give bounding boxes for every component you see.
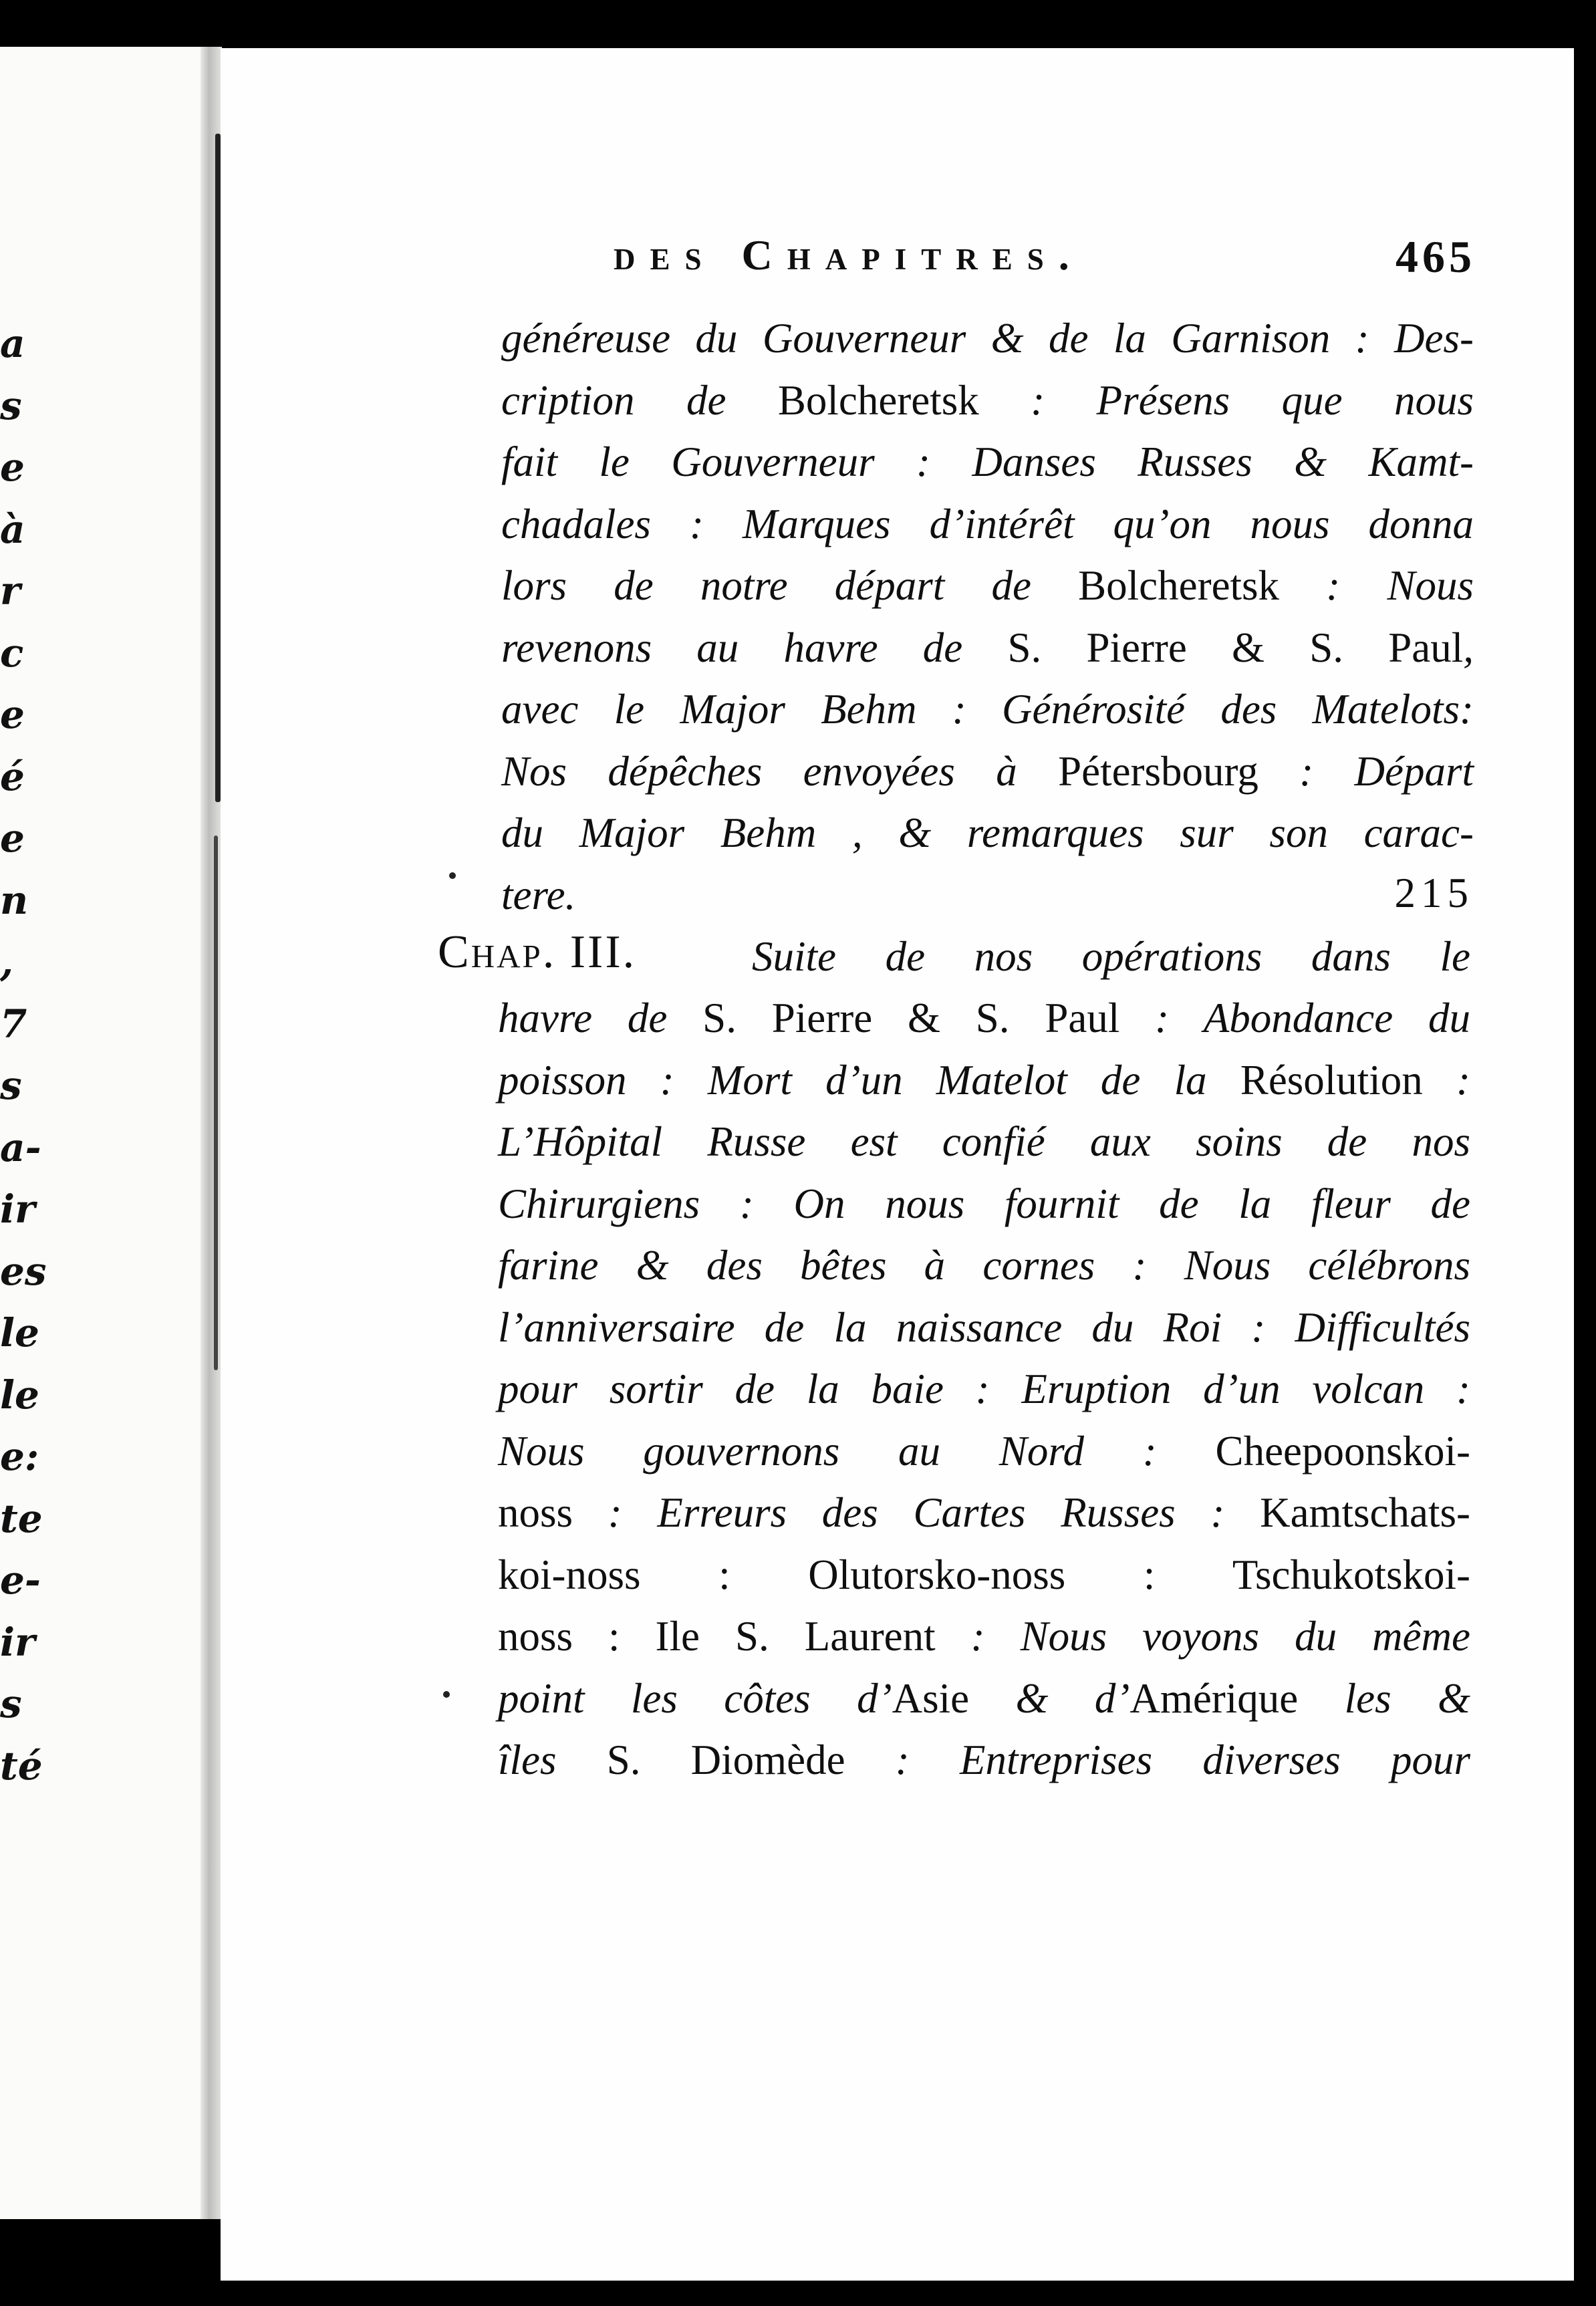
- italic-text: L’Hôpital Russe est confié aux soins de nos: [498, 1118, 1470, 1165]
- italic-text: : Départ: [1258, 747, 1474, 795]
- text-line: [501, 678, 1474, 741]
- italic-text: : Erreurs des Cartes Russes :: [573, 1489, 1260, 1536]
- left-margin-char: ,: [0, 939, 14, 985]
- italic-text: : Abondance du: [1119, 995, 1470, 1041]
- text-line: [498, 1482, 1470, 1544]
- left-margin-char: ir: [0, 1619, 35, 1665]
- italic-text: généreuse du Gouverneur & de la Garnison : Des-: [501, 315, 1474, 362]
- left-margin-char: e: [0, 815, 25, 861]
- proper-noun-text: Bolcheretsk: [1078, 562, 1280, 609]
- italic-text: : Nous: [1279, 562, 1474, 609]
- left-margin-char: e-: [0, 1557, 41, 1603]
- page-number: 465: [1395, 231, 1476, 282]
- text-line: [501, 802, 1474, 864]
- left-margin-char: c: [0, 630, 24, 676]
- running-header: [614, 231, 1476, 297]
- left-margin-char: es: [0, 1248, 47, 1294]
- text-line: [498, 1111, 1470, 1173]
- italic-text: Nous gouvernons au Nord :: [498, 1427, 1216, 1475]
- left-margin-char: le: [0, 1372, 39, 1418]
- left-margin-char: e:: [0, 1434, 39, 1479]
- left-margin-char: é: [0, 753, 25, 799]
- italic-text: ,: [1463, 624, 1474, 671]
- proper-noun-text: S. Pierre & S. Paul: [1007, 624, 1464, 671]
- italic-text: revenons au havre de: [501, 624, 1008, 671]
- binding-shadow-lower: [214, 836, 218, 1370]
- proper-noun-text: Amérique: [1129, 1674, 1299, 1722]
- italic-text: poisson : Mort d’un Matelot de la: [498, 1056, 1240, 1104]
- text-line: [501, 864, 1474, 926]
- italic-text: Suite de nos opérations dans le: [752, 933, 1470, 980]
- text-line: [498, 1297, 1470, 1359]
- italic-text: farine & des bêtes à cornes : Nous célébrons: [498, 1242, 1470, 1289]
- proper-noun-text: Résolution: [1240, 1056, 1423, 1104]
- proper-noun-text: S. Pierre & S. Paul: [702, 995, 1120, 1041]
- proper-noun-text: Pétersbourg: [1058, 747, 1258, 795]
- italic-text: îles: [498, 1737, 607, 1783]
- text-line: [501, 307, 1474, 370]
- left-margin-char: n: [0, 877, 29, 923]
- left-margin-char: té: [0, 1743, 43, 1789]
- italic-text: : Nous voyons du même: [935, 1613, 1470, 1660]
- text-line: [498, 1544, 1470, 1606]
- proper-noun-text: Asie: [892, 1674, 970, 1722]
- ink-speck: [449, 872, 456, 879]
- binding-shadow: [215, 134, 221, 802]
- text-line: [501, 370, 1474, 432]
- left-margin-char: s: [0, 382, 22, 428]
- text-line: [498, 987, 1470, 1049]
- page-edge: [1574, 40, 1596, 2306]
- italic-text: du Major Behm , & remarques sur son carac-: [501, 809, 1474, 856]
- text-line: [498, 1729, 1470, 1791]
- text-line: [501, 617, 1474, 679]
- italic-text: : Entreprises diverses pour: [845, 1737, 1470, 1783]
- text-line: [501, 741, 1474, 803]
- proper-noun-text: noss : Ile S. Laurent: [498, 1613, 936, 1660]
- proper-noun-text: noss: [498, 1489, 573, 1536]
- italic-text: : Présens que nous: [978, 376, 1474, 424]
- left-margin-char: e: [0, 444, 25, 490]
- left-margin-char: te: [0, 1495, 43, 1541]
- italic-text: chadales : Marques d’intérêt qu’on nous donna: [501, 500, 1474, 547]
- left-margin-char: r: [0, 568, 21, 614]
- text-line: [498, 1606, 1470, 1668]
- italic-text: lors de notre départ de: [501, 562, 1079, 609]
- ink-speck: [443, 1691, 450, 1698]
- left-margin-char: a-: [0, 1124, 41, 1170]
- left-margin-char: s: [0, 1063, 22, 1108]
- proper-noun-text: koi-noss : Olutorsko-noss : Tschukotskoi-: [498, 1551, 1470, 1598]
- text-line: [498, 1668, 1470, 1730]
- left-margin-char: s: [0, 1681, 22, 1726]
- italic-text: havre de: [498, 995, 703, 1041]
- text-line: [501, 555, 1474, 617]
- entry-text-2: [498, 987, 1470, 1791]
- italic-text: tere.: [501, 871, 576, 918]
- entry-text-1: [501, 307, 1474, 926]
- proper-noun-text: S. Diomède: [606, 1737, 845, 1783]
- left-margin-char: 7: [0, 1001, 27, 1047]
- italic-text: :: [1422, 1056, 1470, 1104]
- text-line: [498, 1173, 1470, 1235]
- chapter-first-line: [752, 926, 1470, 988]
- text-line: [501, 431, 1474, 493]
- text-line: [498, 1049, 1470, 1112]
- running-title: des Chapitres.: [614, 231, 1084, 279]
- entry-page-ref: 215: [1394, 870, 1474, 916]
- proper-noun-text: Cheepoonskoi-: [1215, 1427, 1470, 1475]
- left-margin-char: a: [0, 321, 25, 366]
- italic-text: Nos dépêches envoyées à: [501, 747, 1059, 795]
- text-line: [498, 1420, 1470, 1483]
- proper-noun-text: Kamtschats-: [1260, 1489, 1470, 1536]
- italic-text: pour sortir de la baie : Eruption d’un volcan :: [498, 1366, 1470, 1412]
- text-line: [498, 1358, 1470, 1420]
- left-margin-char: à: [0, 506, 25, 552]
- italic-text: l’anniversaire de la naissance du Roi : Difficultés: [498, 1303, 1470, 1351]
- text-line: [501, 493, 1474, 555]
- italic-text: & d’: [969, 1674, 1130, 1722]
- italic-text: fait le Gouverneur : Danses Russes & Kamt-: [501, 438, 1474, 485]
- italic-text: Chirurgiens : On nous fournit de la fleur de: [498, 1180, 1470, 1227]
- proper-noun-text: Bolcheretsk: [777, 376, 979, 424]
- italic-text: les &: [1298, 1674, 1471, 1722]
- italic-text: cription de: [501, 376, 778, 424]
- italic-text: point les côtes d’: [498, 1674, 892, 1722]
- left-margin-char: e: [0, 692, 25, 737]
- text-line: [498, 1235, 1470, 1297]
- left-margin-char: ir: [0, 1186, 35, 1232]
- italic-text: avec le Major Behm : Générosité des Matelots:: [501, 686, 1474, 733]
- chapter-label: Chap. III.: [438, 926, 637, 978]
- text-line: [752, 926, 1470, 988]
- left-margin-char: le: [0, 1310, 39, 1356]
